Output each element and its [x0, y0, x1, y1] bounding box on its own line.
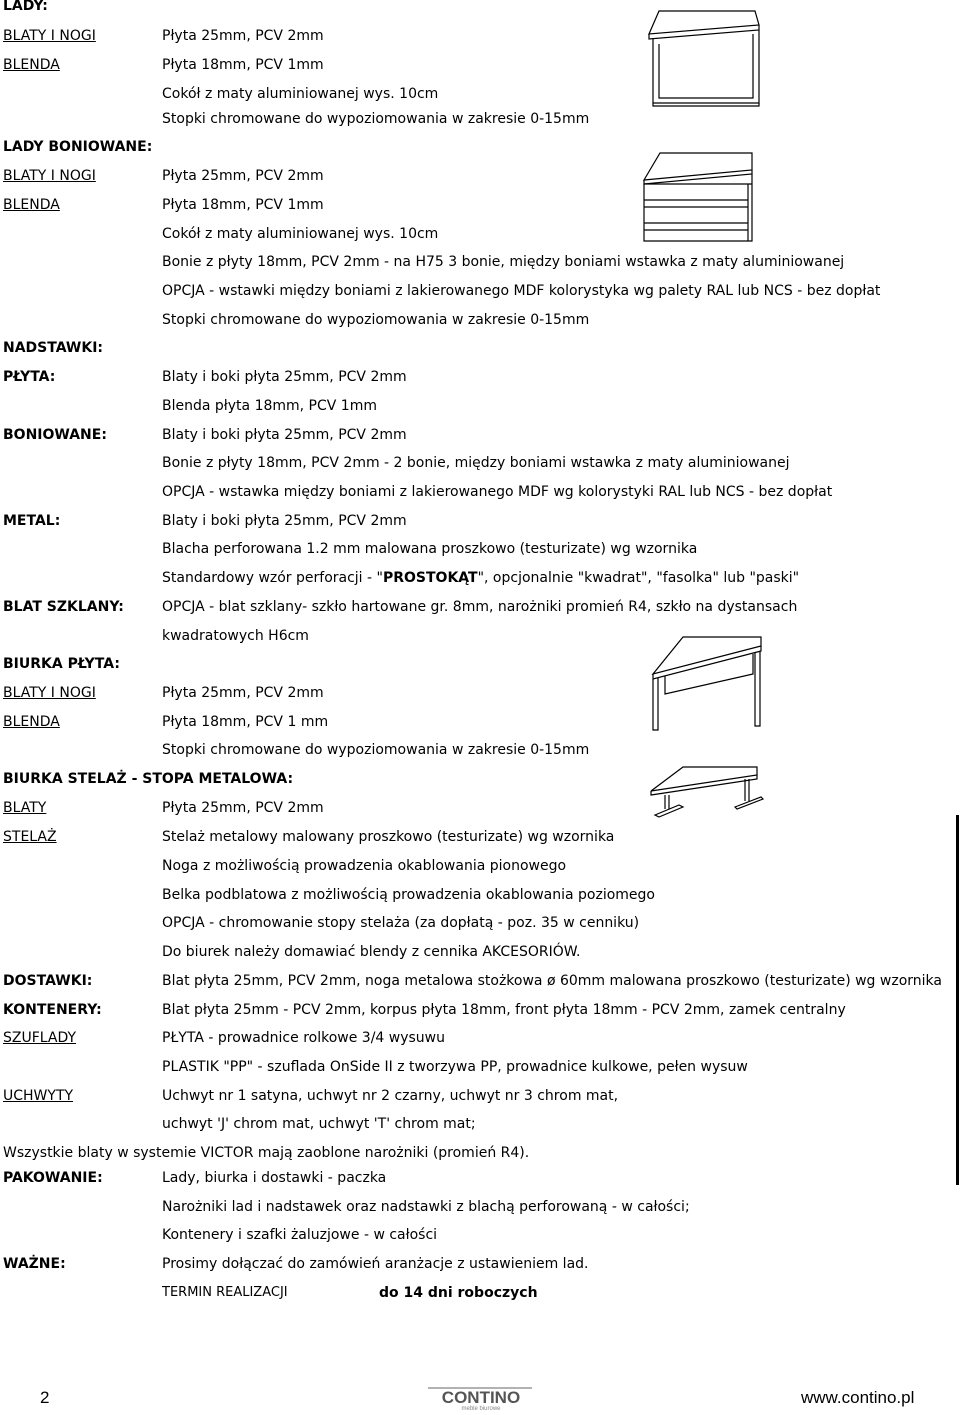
value-blenda: Płyta 18mm, PCV 1mm: [162, 197, 324, 213]
value-kontenery: Blat płyta 25mm - PCV 2mm, korpus płyta 18mm, front płyta 18mm - PCV 2mm, zamek centralny: [162, 1002, 846, 1018]
value-plastik: PLASTIK "PP" - szuflada OnSide II z tworzywa PP, prowadnice kulkowe, pełen wysuw: [162, 1059, 748, 1075]
note-victor: Wszystkie blaty w systemie VICTOR mają zaoblone narożniki (promień R4).: [3, 1145, 530, 1161]
section-heading-biurka-stelaz: BIURKA STELAŻ - STOPA METALOWA:: [3, 771, 294, 787]
value-opcja-chromowanie: OPCJA - chromowanie stopy stelaża (za dopłatą - poz. 35 w cenniku): [162, 915, 640, 931]
value-blendy-note: Do biurek należy domawiać blendy z cennika AKCESORIÓW.: [162, 944, 581, 960]
value-opcja-wstawka: OPCJA - wstawka między boniami z lakierowanego MDF wg kolorystyki RAL lub NCS - bez dopłat: [162, 484, 833, 500]
value-bonie: Bonie z płyty 18mm, PCV 2mm - na H75 3 bonie, między boniami wstawka z maty aluminiowanej: [162, 254, 845, 270]
perforacja-text-bold: PROSTOKĄT: [382, 570, 478, 586]
section-heading-lady: LADY:: [3, 0, 48, 14]
desk-panel-icon: [645, 634, 765, 734]
value-bonie: Bonie z płyty 18mm, PCV 2mm - 2 bonie, między boniami wstawka z maty aluminiowanej: [162, 455, 790, 471]
value-pakowanie: Lady, biurka i dostawki - paczka: [162, 1170, 387, 1186]
value-uchwyty-extra: uchwyt 'J' chrom mat, uchwyt 'T' chrom mat;: [162, 1116, 476, 1132]
value-blaty: Płyta 25mm, PCV 2mm: [162, 800, 324, 816]
label-pakowanie: PAKOWANIE:: [3, 1170, 103, 1186]
section-heading-lady-boniowane: LADY BONIOWANE:: [3, 139, 153, 155]
label-blaty: BLATY: [3, 800, 47, 816]
value-kwadratowych: kwadratowych H6cm: [162, 628, 309, 644]
label-blaty-i-nogi: BLATY I NOGI: [3, 685, 96, 701]
value-stopki: Stopki chromowane do wypoziomowania w zakresie 0-15mm: [162, 742, 590, 758]
perforacja-text-post: ", opcjonalnie "kwadrat", "fasolka" lub "paski": [477, 570, 800, 586]
label-termin: TERMIN REALIZACJI: [162, 1285, 288, 1300]
value-noga: Noga z możliwością prowadzenia okablowania pionowego: [162, 858, 567, 874]
logo-subtext: meble biurowe: [461, 1406, 501, 1411]
value-belka: Belka podblatowa z możliwością prowadzenia okablowania poziomego: [162, 887, 655, 903]
counter-icon: [645, 8, 763, 108]
perforacja-text-pre: Standardowy wzór perforacji - ": [162, 570, 383, 586]
label-blaty-i-nogi: BLATY I NOGI: [3, 28, 96, 44]
value-boniowane: Blaty i boki płyta 25mm, PCV 2mm: [162, 427, 407, 443]
value-opcja-wstawki: OPCJA - wstawki między boniami z lakierowanego MDF kolorystyka wg palety RAL lub NCS - bez dopłat: [162, 283, 881, 299]
label-wazne: WAŻNE:: [3, 1256, 66, 1272]
value-blaty: Płyta 25mm, PCV 2mm: [162, 168, 324, 184]
value-blacha: Blacha perforowana 1.2 mm malowana proszkowo (testurizate) wg wzornika: [162, 541, 698, 557]
desk-metal-frame-icon: [645, 765, 765, 820]
label-uchwyty: UCHWYTY: [3, 1088, 74, 1104]
value-kontenery-szafki: Kontenery i szafki żaluzjowe - w całości: [162, 1227, 438, 1243]
value-stopki: Stopki chromowane do wypoziomowania w zakresie 0-15mm: [162, 312, 590, 328]
label-kontenery: KONTENERY:: [3, 1002, 102, 1018]
value-cokol: Cokół z maty aluminiowanej wys. 10cm: [162, 86, 439, 102]
contino-logo-icon: [426, 1385, 536, 1411]
value-uchwyty: Uchwyt nr 1 satyna, uchwyt nr 2 czarny, uchwyt nr 3 chrom mat,: [162, 1088, 619, 1104]
label-blat-szklany: BLAT SZKLANY:: [3, 599, 124, 615]
label-blenda: BLENDA: [3, 197, 60, 213]
label-metal: METAL:: [3, 513, 61, 529]
logo-wordmark: CONTINO: [441, 1388, 521, 1407]
value-dostawki: Blat płyta 25mm, PCV 2mm, noga metalowa stożkowa ø 60mm malowana proszkowo (testurizate) wg wzornika: [162, 973, 942, 989]
value-plyta: Blaty i boki płyta 25mm, PCV 2mm: [162, 369, 407, 385]
value-blenda: Płyta 18mm, PCV 1 mm: [162, 714, 329, 730]
value-blaty: Płyta 25mm, PCV 2mm: [162, 685, 324, 701]
value-stelaz: Stelaż metalowy malowany proszkowo (testurizate) wg wzornika: [162, 829, 615, 845]
label-plyta: PŁYTA:: [3, 369, 56, 385]
banded-counter-icon: [640, 150, 756, 243]
value-metal: Blaty i boki płyta 25mm, PCV 2mm: [162, 513, 407, 529]
page-number: 2: [40, 1388, 50, 1407]
label-boniowane: BONIOWANE:: [3, 427, 107, 443]
contino-logo: [426, 1385, 536, 1411]
value-stopki: Stopki chromowane do wypoziomowania w zakresie 0-15mm: [162, 111, 590, 127]
value-blenda: Płyta 18mm, PCV 1mm: [162, 57, 324, 73]
value-perforacja: [162, 569, 799, 587]
section-heading-nadstawki: NADSTAWKI:: [3, 340, 104, 356]
value-szuflady: PŁYTA - prowadnice rolkowe 3/4 wysuwu: [162, 1030, 445, 1046]
label-dostawki: DOSTAWKI:: [3, 973, 93, 989]
label-blenda: BLENDA: [3, 57, 60, 73]
value-cokol: Cokół z maty aluminiowanej wys. 10cm: [162, 226, 439, 242]
label-szuflady: SZUFLADY: [3, 1030, 77, 1046]
value-blaty: Płyta 25mm, PCV 2mm: [162, 28, 324, 44]
label-blaty-i-nogi: BLATY I NOGI: [3, 168, 96, 184]
margin-bar: [956, 815, 959, 1185]
value-blat-szklany: OPCJA - blat szklany- szkło hartowane gr. 8mm, narożniki promień R4, szkło na dystansach: [162, 599, 798, 615]
section-heading-biurka-plyta: BIURKA PŁYTA:: [3, 656, 120, 672]
value-termin: do 14 dni roboczych: [379, 1285, 538, 1301]
value-wazne: Prosimy dołączać do zamówień aranżacje z ustawieniem lad.: [162, 1256, 589, 1272]
value-narozniki: Narożniki lad i nadstawek oraz nadstawki z blachą perforowaną - w całości;: [162, 1199, 690, 1215]
value-blenda-plyta: Blenda płyta 18mm, PCV 1mm: [162, 398, 377, 414]
label-stelaz: STELAŻ: [3, 829, 57, 845]
website-link[interactable]: www.contino.pl: [801, 1388, 915, 1407]
label-blenda: BLENDA: [3, 714, 60, 730]
